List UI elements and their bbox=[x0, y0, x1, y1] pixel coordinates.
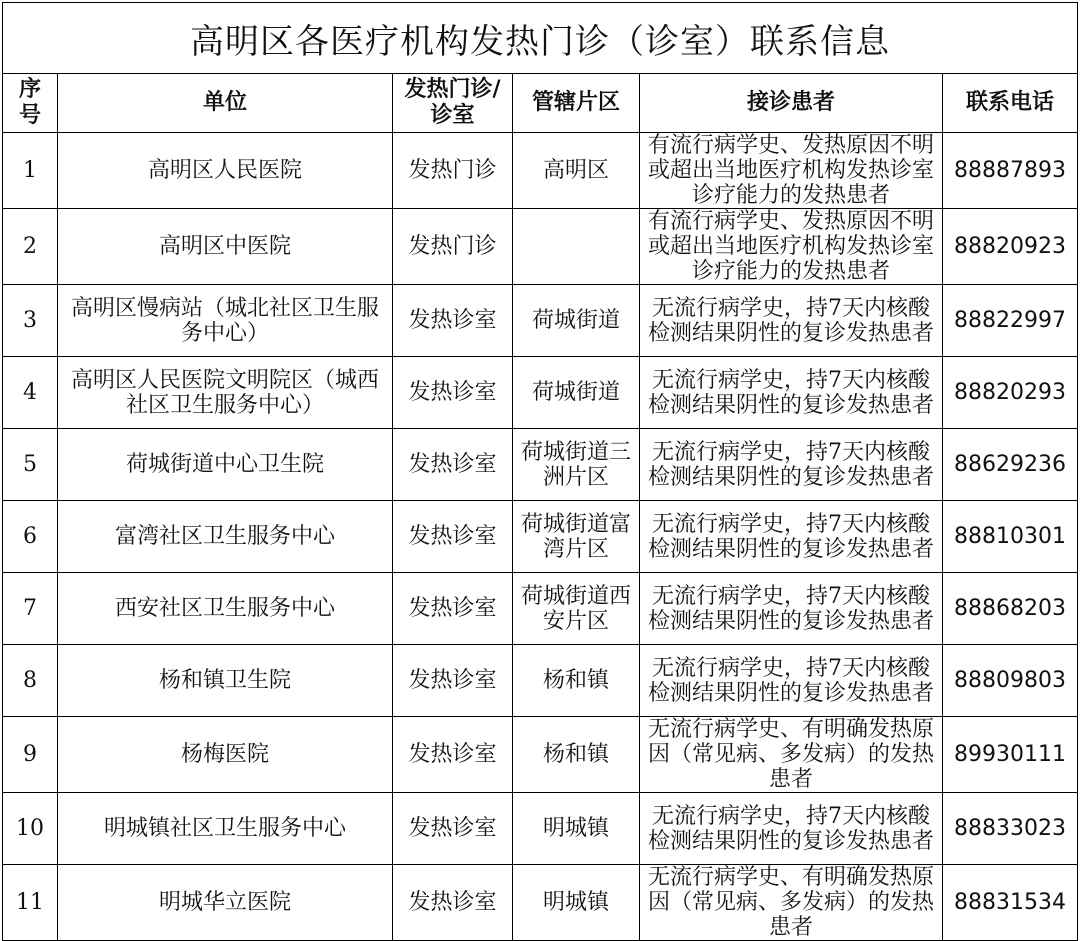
cell-patients: 无流行病学史，持7天内核酸检测结果阴性的复诊发热患者 bbox=[640, 357, 943, 429]
cell-unit: 明城镇社区卫生服务中心 bbox=[58, 793, 393, 865]
cell-phone: 88820923 bbox=[943, 209, 1078, 285]
cell-patients: 无流行病学史，持7天内核酸检测结果阴性的复诊发热患者 bbox=[640, 429, 943, 501]
cell-no: 6 bbox=[3, 501, 58, 573]
cell-no: 10 bbox=[3, 793, 58, 865]
cell-no: 9 bbox=[3, 717, 58, 793]
table-row bbox=[3, 645, 1078, 717]
cell-phone: 88820293 bbox=[943, 357, 1078, 429]
cell-district: 明城镇 bbox=[513, 865, 640, 941]
cell-unit: 富湾社区卫生服务中心 bbox=[58, 501, 393, 573]
table-row bbox=[3, 717, 1078, 793]
cell-patients: 无流行病学史，持7天内核酸检测结果阴性的复诊发热患者 bbox=[640, 501, 943, 573]
table-row bbox=[3, 285, 1078, 357]
cell-no: 4 bbox=[3, 357, 58, 429]
cell-no: 8 bbox=[3, 645, 58, 717]
cell-clinic: 发热诊室 bbox=[393, 793, 513, 865]
cell-clinic: 发热诊室 bbox=[393, 573, 513, 645]
cell-unit: 高明区慢病站（城北社区卫生服务中心） bbox=[58, 285, 393, 357]
contact-info-sheet bbox=[2, 2, 1077, 940]
cell-unit: 高明区人民医院 bbox=[58, 133, 393, 209]
cell-clinic: 发热诊室 bbox=[393, 501, 513, 573]
cell-no: 5 bbox=[3, 429, 58, 501]
cell-unit: 高明区中医院 bbox=[58, 209, 393, 285]
cell-patients: 无流行病学史，持7天内核酸检测结果阴性的复诊发热患者 bbox=[640, 285, 943, 357]
table-row bbox=[3, 865, 1078, 941]
cell-clinic: 发热门诊 bbox=[393, 133, 513, 209]
cell-district: 荷城街道 bbox=[513, 357, 640, 429]
cell-unit: 杨和镇卫生院 bbox=[58, 645, 393, 717]
cell-district: 荷城街道 bbox=[513, 285, 640, 357]
cell-phone: 88809803 bbox=[943, 645, 1078, 717]
cell-unit: 明城华立医院 bbox=[58, 865, 393, 941]
table-row bbox=[3, 133, 1078, 209]
table-title: 高明区各医疗机构发热门诊（诊室）联系信息 bbox=[3, 3, 1078, 74]
cell-district: 高明区 bbox=[513, 133, 640, 209]
cell-clinic: 发热诊室 bbox=[393, 645, 513, 717]
fever-clinic-table bbox=[2, 2, 1078, 941]
cell-clinic: 发热门诊 bbox=[393, 209, 513, 285]
cell-phone: 88887893 bbox=[943, 133, 1078, 209]
table-row bbox=[3, 357, 1078, 429]
cell-no: 7 bbox=[3, 573, 58, 645]
header-unit: 单位 bbox=[58, 74, 393, 133]
header-clinic: 发热门诊/诊室 bbox=[393, 74, 513, 133]
cell-phone: 88868203 bbox=[943, 573, 1078, 645]
table-row bbox=[3, 501, 1078, 573]
cell-unit: 杨梅医院 bbox=[58, 717, 393, 793]
table-row bbox=[3, 429, 1078, 501]
cell-clinic: 发热诊室 bbox=[393, 429, 513, 501]
table-row bbox=[3, 209, 1078, 285]
cell-phone: 88822997 bbox=[943, 285, 1078, 357]
cell-patients: 无流行病学史，持7天内核酸检测结果阴性的复诊发热患者 bbox=[640, 573, 943, 645]
cell-district: 荷城街道三洲片区 bbox=[513, 429, 640, 501]
cell-no: 3 bbox=[3, 285, 58, 357]
cell-clinic: 发热诊室 bbox=[393, 285, 513, 357]
cell-unit: 高明区人民医院文明院区（城西社区卫生服务中心） bbox=[58, 357, 393, 429]
cell-patients: 有流行病学史、发热原因不明或超出当地医疗机构发热诊室诊疗能力的发热患者 bbox=[640, 209, 943, 285]
cell-unit: 荷城街道中心卫生院 bbox=[58, 429, 393, 501]
cell-patients: 无流行病学史、有明确发热原因（常见病、多发病）的发热患者 bbox=[640, 717, 943, 793]
header-district: 管辖片区 bbox=[513, 74, 640, 133]
cell-district: 杨和镇 bbox=[513, 645, 640, 717]
cell-clinic: 发热诊室 bbox=[393, 717, 513, 793]
cell-phone: 88831534 bbox=[943, 865, 1078, 941]
cell-patients: 无流行病学史，持7天内核酸检测结果阴性的复诊发热患者 bbox=[640, 645, 943, 717]
cell-district: 荷城街道富湾片区 bbox=[513, 501, 640, 573]
cell-patients: 无流行病学史，持7天内核酸检测结果阴性的复诊发热患者 bbox=[640, 793, 943, 865]
cell-phone: 88629236 bbox=[943, 429, 1078, 501]
cell-phone: 88810301 bbox=[943, 501, 1078, 573]
table-row bbox=[3, 573, 1078, 645]
cell-patients: 有流行病学史、发热原因不明或超出当地医疗机构发热诊室诊疗能力的发热患者 bbox=[640, 133, 943, 209]
cell-district: 荷城街道西安片区 bbox=[513, 573, 640, 645]
title-row bbox=[3, 3, 1078, 74]
header-no: 序号 bbox=[3, 74, 58, 133]
cell-phone: 89930111 bbox=[943, 717, 1078, 793]
table-row bbox=[3, 793, 1078, 865]
cell-no: 11 bbox=[3, 865, 58, 941]
cell-no: 2 bbox=[3, 209, 58, 285]
header-patients: 接诊患者 bbox=[640, 74, 943, 133]
cell-clinic: 发热诊室 bbox=[393, 865, 513, 941]
cell-district: 杨和镇 bbox=[513, 717, 640, 793]
header-row bbox=[3, 74, 1078, 133]
cell-unit: 西安社区卫生服务中心 bbox=[58, 573, 393, 645]
cell-district: 明城镇 bbox=[513, 793, 640, 865]
cell-no: 1 bbox=[3, 133, 58, 209]
cell-clinic: 发热诊室 bbox=[393, 357, 513, 429]
cell-district bbox=[513, 209, 640, 285]
cell-phone: 88833023 bbox=[943, 793, 1078, 865]
cell-patients: 无流行病学史、有明确发热原因（常见病、多发病）的发热患者 bbox=[640, 865, 943, 941]
header-phone: 联系电话 bbox=[943, 74, 1078, 133]
